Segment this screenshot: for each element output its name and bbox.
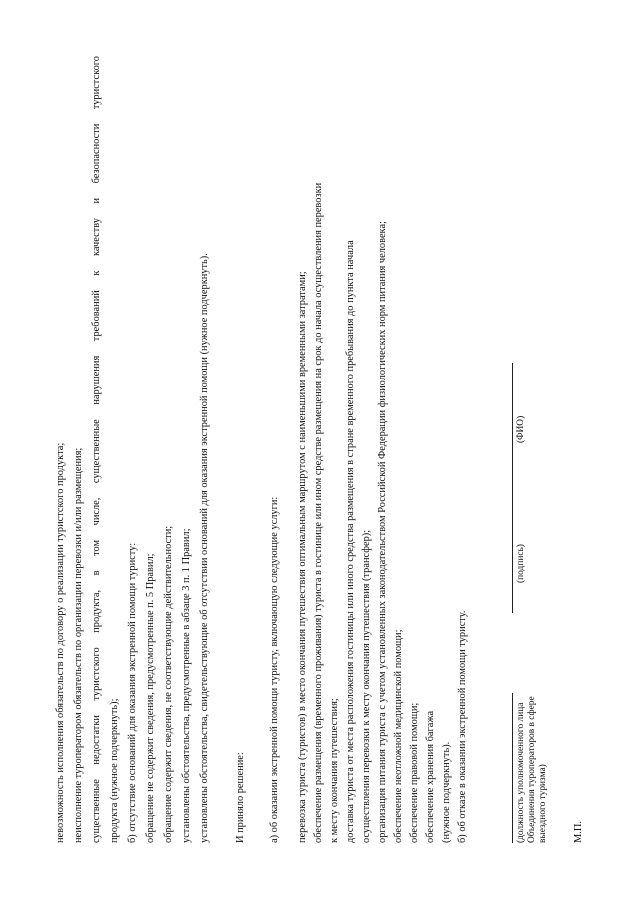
text-line: перевозка туриста (туристов) в место окончания путешествия оптимальным маршрутом с наименьшими временными затратами; xyxy=(297,271,308,843)
text-line: существенные недостатки туристского продукта, в том числе, существенные нарушения требований к качеству и безопасности туристского xyxy=(91,56,102,843)
text-line: организация питания туриста с учетом установленных законодательством Российской Федерации физиологических норм питания человека; xyxy=(377,221,388,843)
text-line: установлены обстоятельства, предусмотренные в абзаце 3 п. 1 Правил; xyxy=(181,528,192,843)
text-line: обеспечение неотложной медицинской помощи; xyxy=(393,629,404,843)
text-line: обращение содержит сведения, не соответствующие действительности; xyxy=(163,525,174,843)
position-caption: (должность уполномоченного лица xyxy=(516,702,526,843)
text-line: невозможность исполнения обязательств по договору о реализации туристского продукта; xyxy=(55,442,66,843)
position-caption: выездного туризма) xyxy=(538,764,548,843)
signature-caption: (подпись) xyxy=(516,544,526,583)
signature-line xyxy=(512,513,513,613)
name-caption: (ФИО) xyxy=(516,415,526,443)
text-line: установлены обстоятельства, свидетельствующие об отсутствии оснований для оказания экстренной помощи (нужное подчеркнуть). xyxy=(199,253,210,843)
text-line: б) об отказе в оказании экстренной помощи туристу. xyxy=(457,610,468,843)
name-line xyxy=(512,363,513,513)
text-line: доставка туриста от места расположения гостиницы или иного средства размещения в стране временного пребывания до пункта начала xyxy=(345,240,356,843)
text-line: (нужное подчеркнуть). xyxy=(441,741,452,843)
text-line: осуществления перевозки к месту окончания путешествия (трансфер); xyxy=(361,529,372,843)
text-line: а) об оказании экстренной помощи туристу, включающую следующие услуги: xyxy=(269,496,280,843)
position-signature-line xyxy=(512,693,513,843)
text-line: обеспечение правовой помощи; xyxy=(409,702,420,843)
decision-heading: И приняло решение: xyxy=(235,752,246,843)
stamp-place: М.П. xyxy=(573,821,584,843)
text-line: обеспечение размещения (временного проживания) туриста в гостинице или ином средстве размещения на срок до начала осуществления перевозки xyxy=(313,182,324,843)
text-line: обеспечение хранения багажа xyxy=(425,710,436,843)
text-line: продукта (нужное подчеркнуть); xyxy=(109,698,120,843)
position-caption: Объединения туроператоров в сфере xyxy=(527,696,537,843)
text-line: б) отсутствие оснований для оказания экстренной помощи туристу: xyxy=(127,542,138,843)
text-line: к месту окончания путешествия; xyxy=(329,698,340,843)
text-line: неисполнение туроператором обязательств по организации перевозки и/или размещения; xyxy=(73,447,84,843)
text-line: обращение не содержит сведения, предусмотренные п. 5 Правил; xyxy=(145,553,156,843)
